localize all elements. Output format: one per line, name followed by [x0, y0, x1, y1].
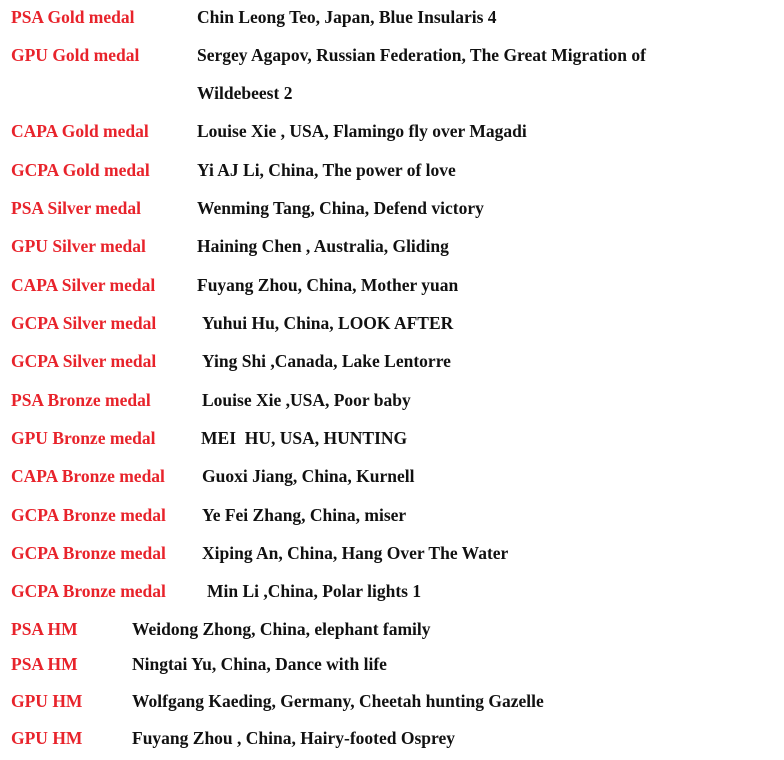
- winner-entry: Yi AJ Li, China, The power of love: [197, 160, 456, 180]
- winner-entry: Ying Shi ,Canada, Lake Lentorre: [202, 351, 451, 371]
- award-name: CAPA Silver medal: [11, 275, 156, 295]
- award-name: GPU HM: [11, 728, 83, 748]
- winner-entry: Fuyang Zhou , China, Hairy-footed Osprey: [132, 728, 455, 748]
- winner-entry: Sergey Agapov, Russian Federation, The Great Migration of: [197, 45, 646, 65]
- winner-entry: Yuhui Hu, China, LOOK AFTER: [202, 313, 454, 333]
- award-name: GCPA Silver medal: [11, 351, 157, 371]
- award-name: GCPA Bronze medal: [11, 581, 166, 601]
- winner-entry: Chin Leong Teo, Japan, Blue Insularis 4: [197, 7, 497, 27]
- winner-entry: Fuyang Zhou, China, Mother yuan: [197, 275, 459, 295]
- award-name: GPU Silver medal: [11, 236, 146, 256]
- winner-entry: Louise Xie ,USA, Poor baby: [202, 390, 411, 410]
- award-name: GPU Gold medal: [11, 45, 140, 65]
- award-name: GCPA Bronze medal: [11, 543, 166, 563]
- winner-entry: Wenming Tang, China, Defend victory: [197, 198, 484, 218]
- winner-entry: Min Li ,China, Polar lights 1: [207, 581, 422, 601]
- winner-entry: Wolfgang Kaeding, Germany, Cheetah hunting Gazelle: [132, 691, 544, 711]
- winner-entry: Ye Fei Zhang, China, miser: [202, 505, 407, 525]
- award-name: PSA Silver medal: [11, 198, 141, 218]
- award-name: CAPA Gold medal: [11, 121, 149, 141]
- award-name: PSA HM: [11, 619, 78, 639]
- award-name: PSA HM: [11, 654, 78, 674]
- award-name: GPU Bronze medal: [11, 428, 156, 448]
- award-name: PSA Bronze medal: [11, 390, 151, 410]
- award-name: PSA Gold medal: [11, 7, 135, 27]
- winner-entry: MEI HU, USA, HUNTING: [201, 428, 408, 448]
- award-name: CAPA Bronze medal: [11, 466, 165, 486]
- winner-entry: Louise Xie , USA, Flamingo fly over Magadi: [197, 121, 527, 141]
- winner-entry: Ningtai Yu, China, Dance with life: [132, 654, 387, 674]
- award-name: GCPA Gold medal: [11, 160, 150, 180]
- winner-entry: Guoxi Jiang, China, Kurnell: [202, 466, 415, 486]
- winner-entry: Xiping An, China, Hang Over The Water: [202, 543, 509, 563]
- award-name: GCPA Silver medal: [11, 313, 157, 333]
- award-name: GPU HM: [11, 691, 83, 711]
- winner-entry: Haining Chen , Australia, Gliding: [197, 236, 449, 256]
- award-name: GCPA Bronze medal: [11, 505, 166, 525]
- winner-entry-continuation: Wildebeest 2: [197, 83, 293, 103]
- winner-entry: Weidong Zhong, China, elephant family: [132, 619, 431, 639]
